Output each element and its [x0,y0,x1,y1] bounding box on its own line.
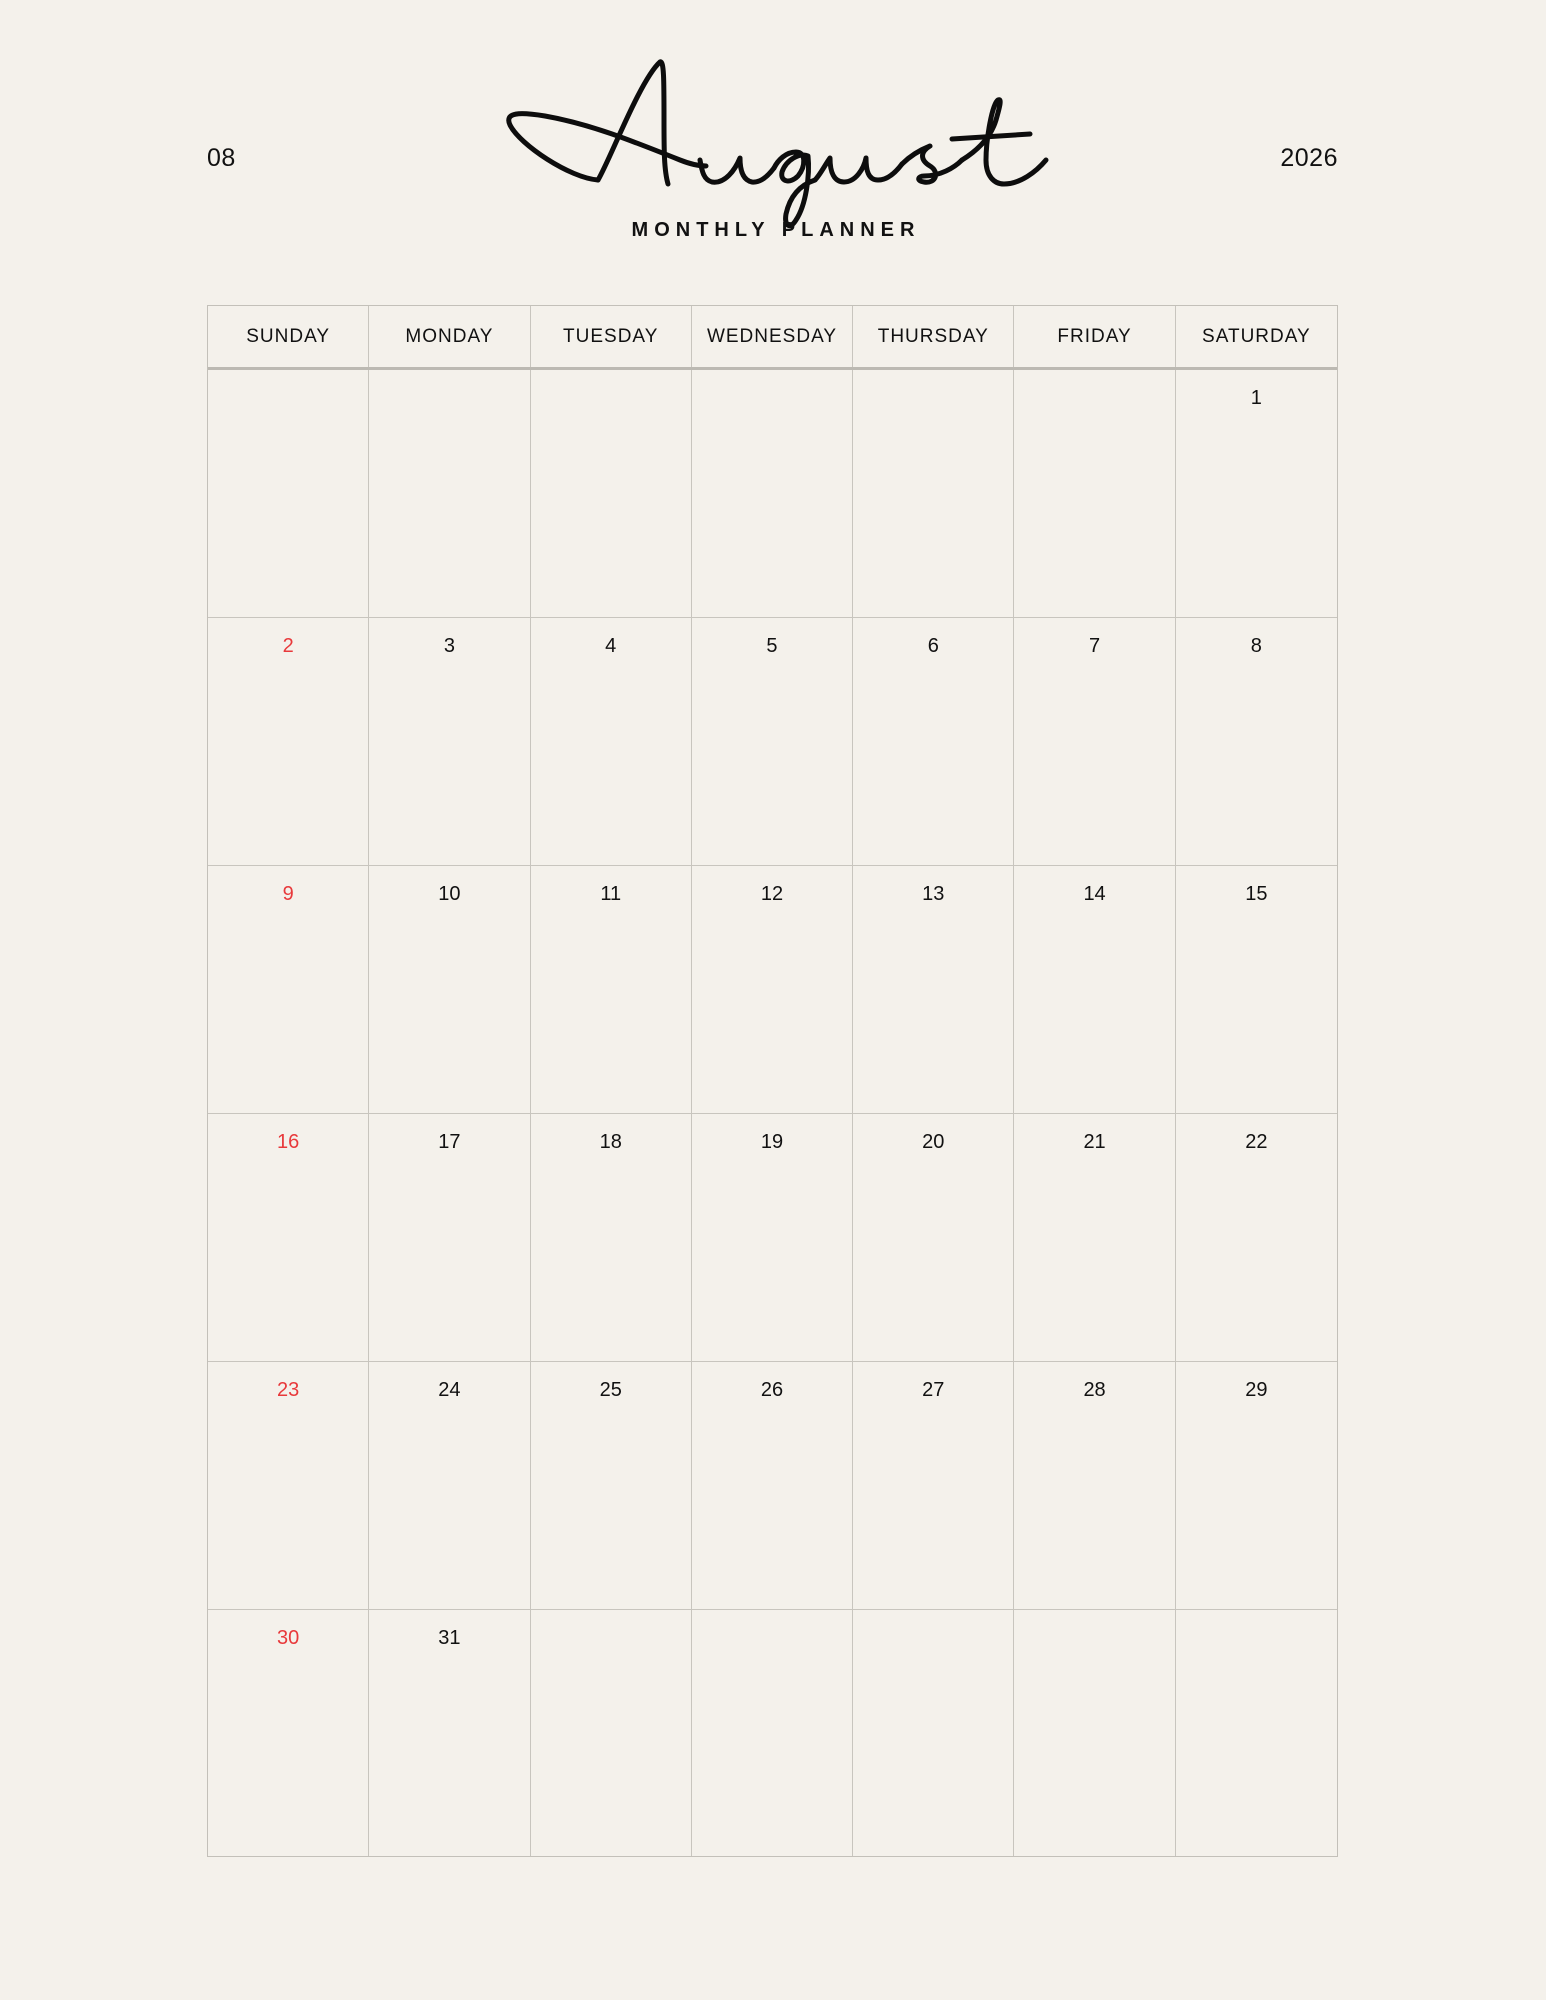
day-number: 25 [599,1379,622,1401]
day-number: 12 [760,883,784,905]
day-cell[interactable] [853,1362,1014,1609]
weekday-thursday: THURSDAY [853,306,1014,367]
subtitle: MONTHLY PLANNER [631,219,921,241]
weekday-monday: MONDAY [369,306,530,367]
day-cell[interactable] [531,1610,692,1856]
month-number: 08 [207,144,236,172]
day-number: 21 [1083,1131,1106,1153]
day-cell[interactable] [1014,1114,1175,1361]
day-number: 5 [766,635,778,657]
day-number: 14 [1083,883,1106,905]
day-cell[interactable] [369,370,530,617]
day-cell[interactable] [1176,618,1337,865]
day-number: 16 [277,1131,300,1153]
day-cell[interactable] [692,866,853,1113]
day-cell[interactable] [531,866,692,1113]
day-cell[interactable] [369,1610,530,1856]
day-cell[interactable] [531,1114,692,1361]
weekday-sunday: SUNDAY [208,306,369,367]
day-number: 10 [438,883,461,905]
day-cell[interactable] [369,618,530,865]
weekday-wednesday: WEDNESDAY [692,306,853,367]
day-number: 23 [277,1379,300,1401]
day-number: 29 [1245,1379,1268,1401]
day-number: 31 [438,1627,461,1649]
day-cell[interactable] [208,370,369,617]
day-number: 2 [282,635,294,657]
day-cell[interactable] [853,1114,1014,1361]
year: 2026 [1280,144,1338,172]
calendar-grid [207,305,1338,1857]
weekday-header-row [208,306,1337,370]
day-cell[interactable] [853,618,1014,865]
day-cell[interactable] [692,1610,853,1856]
day-cell[interactable] [692,1362,853,1609]
day-number: 20 [922,1131,945,1153]
day-cell[interactable] [531,370,692,617]
day-cell[interactable] [1176,1362,1337,1609]
day-cell[interactable] [531,618,692,865]
day-number: 26 [760,1379,784,1401]
day-number: 22 [1245,1131,1268,1153]
day-cell[interactable] [208,866,369,1113]
day-cell[interactable] [369,1114,530,1361]
week-row-1 [208,370,1337,618]
weekday-saturday: SATURDAY [1202,325,1311,347]
day-cell[interactable] [208,1610,369,1856]
day-number: 4 [605,635,617,657]
day-number: 11 [600,883,622,905]
week-row-3 [208,866,1337,1114]
day-number: 17 [438,1131,461,1153]
day-cell[interactable] [531,1362,692,1609]
week-row-4 [208,1114,1337,1362]
day-cell[interactable] [208,618,369,865]
day-cell[interactable] [1176,1610,1337,1856]
day-cell[interactable] [1014,370,1175,617]
day-cell[interactable] [208,1362,369,1609]
weekday-friday: FRIDAY [1014,306,1175,367]
day-number: 18 [599,1131,622,1153]
day-cell[interactable] [1014,1610,1175,1856]
day-number: 8 [1250,635,1262,657]
day-number: 13 [922,883,945,905]
day-number: 6 [927,635,939,657]
day-cell[interactable] [369,866,530,1113]
day-number: 7 [1089,635,1101,657]
week-row-5 [208,1362,1337,1610]
day-cell[interactable] [1014,1362,1175,1609]
day-number: 28 [1083,1379,1106,1401]
day-number: 1 [1250,387,1262,409]
day-number: 30 [277,1627,300,1649]
day-number: 19 [760,1131,784,1153]
day-cell[interactable] [208,1114,369,1361]
day-cell[interactable] [692,1114,853,1361]
day-cell[interactable] [692,618,853,865]
day-number: 9 [282,883,294,905]
week-row-6 [208,1610,1337,1856]
day-cell[interactable] [692,370,853,617]
day-cell[interactable] [853,866,1014,1113]
week-row-2 [208,618,1337,866]
day-cell[interactable] [1176,866,1337,1113]
day-cell[interactable] [853,1610,1014,1856]
day-number: 24 [438,1379,461,1401]
day-cell[interactable] [1176,1114,1337,1361]
day-number: 15 [1245,883,1268,905]
day-number: 3 [443,635,455,657]
day-cell[interactable] [853,370,1014,617]
day-cell[interactable] [1176,370,1337,617]
day-cell[interactable] [1014,866,1175,1113]
day-cell[interactable] [1014,618,1175,865]
day-cell[interactable] [369,1362,530,1609]
weekday-tuesday: TUESDAY [531,306,692,367]
day-number: 27 [922,1379,945,1401]
